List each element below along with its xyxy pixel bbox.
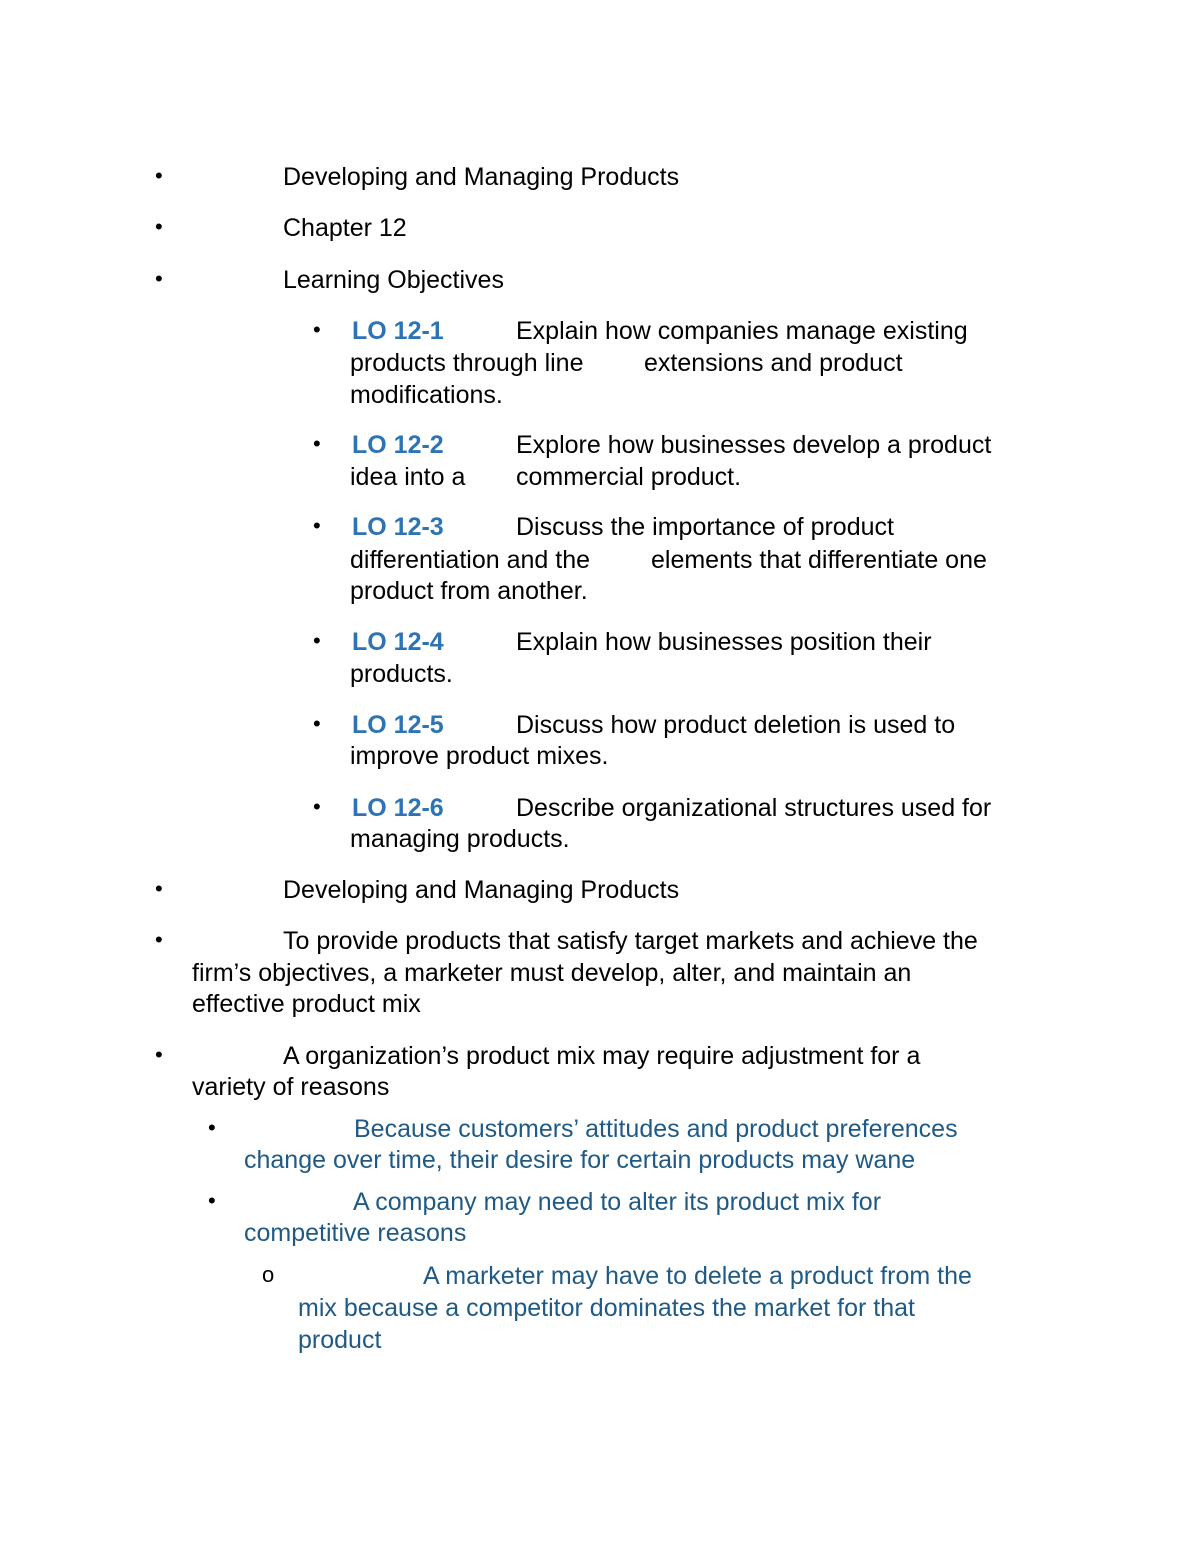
sub-sub-item-text: mix because a competitor dominates the market for that [298, 1294, 915, 1322]
objective-text: extensions and product [644, 349, 903, 377]
outline-item-text: To provide products that satisfy target markets and achieve the [283, 927, 978, 955]
objective-text: Explore how businesses develop a product [516, 431, 992, 459]
sub-item-text: Because customers’ attitudes and product preferences [354, 1115, 958, 1143]
objective-code: LO 12-6 [352, 794, 444, 822]
objective-text: products through line [350, 349, 584, 377]
objective-text: products. [350, 660, 453, 688]
objective-text: Discuss how product deletion is used to [516, 711, 956, 739]
objective-text: Explain how companies manage existing [516, 317, 968, 345]
objective-text: Explain how businesses position their [516, 628, 932, 656]
bullet-icon: • [155, 214, 163, 239]
outline-item-title: Developing and Managing Products [283, 876, 680, 904]
bullet-icon: • [155, 163, 163, 188]
bullet-icon: • [313, 317, 321, 342]
objective-code: LO 12-5 [352, 711, 444, 739]
bullet-icon: • [313, 794, 321, 819]
outline-item-objectives-heading: Learning Objectives [283, 266, 504, 294]
objective-text: commercial product. [516, 463, 742, 491]
objective-text: modifications. [350, 381, 503, 409]
bullet-icon: • [313, 513, 321, 538]
outline-item-chapter: Chapter 12 [283, 214, 407, 242]
objective-code: LO 12-1 [352, 317, 444, 345]
objective-code: LO 12-4 [352, 628, 444, 656]
objective-text: managing products. [350, 825, 570, 853]
sub-item-text: change over time, their desire for certain products may wane [244, 1146, 916, 1174]
bullet-icon: • [155, 876, 163, 901]
sub-item-text: competitive reasons [244, 1219, 467, 1247]
bullet-icon: • [155, 1042, 163, 1067]
objective-text: improve product mixes. [350, 742, 609, 770]
bullet-icon: • [313, 628, 321, 653]
bullet-icon: • [155, 927, 163, 952]
objective-text: elements that differentiate one [651, 546, 987, 574]
objective-text: Describe organizational structures used for [516, 794, 992, 822]
objective-text: product from another. [350, 577, 588, 605]
objective-code: LO 12-2 [352, 431, 444, 459]
circle-bullet-icon: o [262, 1262, 275, 1287]
bullet-icon: • [208, 1188, 216, 1213]
bullet-icon: • [155, 266, 163, 291]
sub-item-text: A company may need to alter its product mix for [353, 1188, 882, 1216]
objective-text: Discuss the importance of product [516, 513, 894, 541]
bullet-icon: • [208, 1115, 216, 1140]
sub-sub-item-text: A marketer may have to delete a product from the [423, 1262, 972, 1290]
objective-text: idea into a [350, 463, 466, 491]
objective-text: differentiation and the [350, 546, 591, 574]
outline-item-text: variety of reasons [192, 1073, 390, 1101]
bullet-icon: • [313, 431, 321, 456]
sub-sub-item-text: product [298, 1326, 382, 1354]
bullet-icon: • [313, 711, 321, 736]
objective-code: LO 12-3 [352, 513, 444, 541]
outline-item-title: Developing and Managing Products [283, 163, 680, 191]
outline-item-text: A organization’s product mix may require adjustment for a [283, 1042, 921, 1070]
outline-item-text: firm’s objectives, a marketer must develop, alter, and maintain an [192, 959, 912, 987]
outline-item-text: effective product mix [192, 990, 421, 1018]
